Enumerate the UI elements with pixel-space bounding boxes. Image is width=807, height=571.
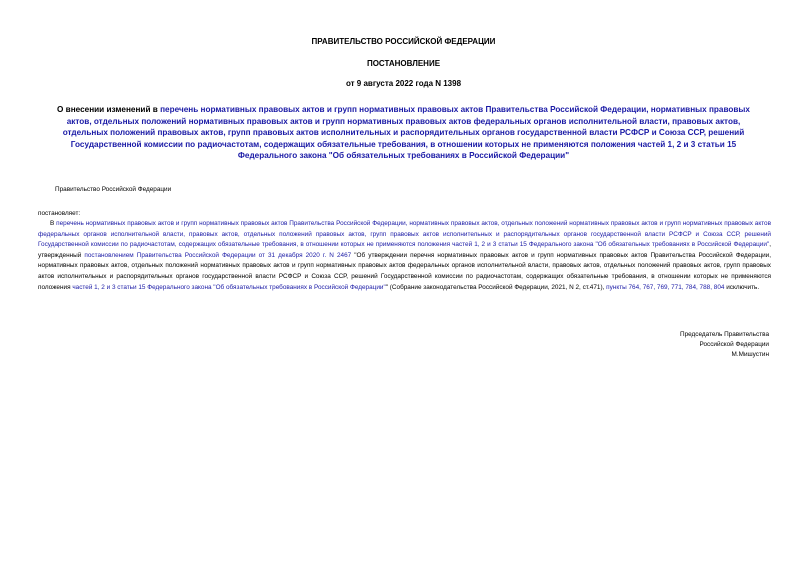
- signature-org: Российской Федерации: [699, 341, 769, 348]
- body-prefix: В: [50, 220, 57, 227]
- body-link-list[interactable]: перечень нормативных правовых актов и групп нормативных правовых актов Правительства Российской Федерации, нормативных правовых актов, отдельных положений нормативных правовых актов и групп нормативных правовых актов федеральных органов исполнительной власти, правовых актов, отдельных положений правовых актов, групп правовых актов исполнительных и распорядительных органов государственной власти РСФСР и Союза ССР, решений Государственной комиссии по радиочастотам, содержащих обязательные требования, в отношении которых не применяются положения частей 1, 2 и 3 статьи 15 Федерального закона "Об обязательных требованиях в Российской Федерации": [38, 220, 771, 249]
- body-text-3: " (Собрание законодательства Российской Федерации, 2021, N 2, ст.471),: [385, 283, 607, 291]
- body-text-2: "Об утверждении перечня нормативных правовых актов и групп нормативных правовых актов Правительства Российской Федерации, нормативных правовых актов, отдельных положений нормативных правовых актов и групп нормативных правовых актов федеральных органов исполнительной власти, правовых актов, отдельных положений правовых актов, групп правовых актов исполнительных и распорядительных органов государственной власти РСФСР и Союза ССР, решений Государственной комиссии по радиочастотам, содержащих обязательные требования, в отношении которых не применяются положения: [38, 251, 772, 291]
- body-link-resolution[interactable]: постановлением Правительства Российской Федерации от 31 декабря 2020 г. N 2467: [84, 251, 352, 259]
- document-type: ПОСТАНОВЛЕНИЕ: [366, 59, 441, 68]
- signature-name: М.Мишустин: [731, 351, 769, 358]
- title-prefix: О внесении изменений в: [57, 105, 161, 114]
- body-link-law[interactable]: частей 1, 2 и 3 статьи 15 Федерального закона "Об обязательных требованиях в Российской Федерации": [72, 283, 386, 291]
- government-header: ПРАВИТЕЛЬСТВО РОССИЙСКОЙ ФЕДЕРАЦИИ: [311, 37, 496, 46]
- body-link-items[interactable]: пункты 764, 767, 769, 771, 784, 788, 804: [606, 283, 725, 291]
- document-title: [48, 104, 759, 162]
- body-paragraph: [38, 219, 771, 293]
- date-and-number: от 9 августа 2022 года N 1398: [345, 79, 462, 88]
- title-link-list[interactable]: перечень нормативных правовых актов и групп нормативных правовых актов Правительства Российской Федерации, нормативных правовых актов, отдельных положений нормативных правовых актов и групп нормативных правовых актов федеральных органов исполнительной власти, правовых актов, отдельных положений правовых актов, групп правовых актов исполнительных и распорядительных органов государственной власти РСФСР и Союза ССР, решений Государственной комиссии по радиочастотам, содержащих обязательные требования, в отношении которых не применяются положения частей 1, 2 и 3 статьи 15 Федерального закона "Об обязательных требованиях в Российской Федерации": [62, 105, 750, 160]
- signature-block: [680, 330, 769, 360]
- body-suffix: исключить.: [724, 283, 760, 291]
- issuer: Правительство Российской Федерации: [55, 186, 172, 193]
- decrees-word: постановляет:: [38, 210, 81, 217]
- body-text-1: , утвержденный: [38, 241, 771, 259]
- signature-position: Председатель Правительства: [680, 331, 769, 338]
